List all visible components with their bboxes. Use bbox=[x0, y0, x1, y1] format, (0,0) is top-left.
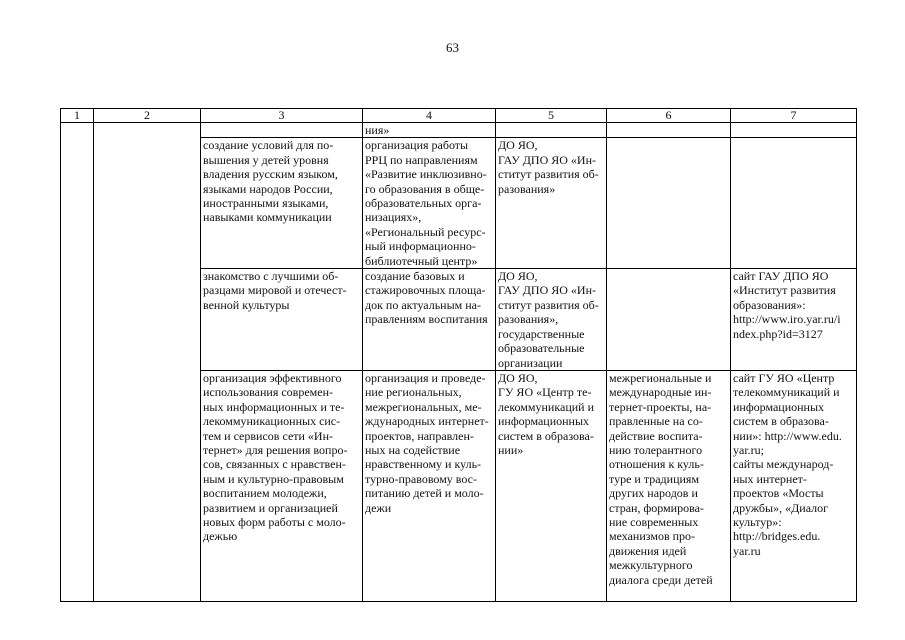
column-number-7: 7 bbox=[731, 109, 857, 123]
cell-result bbox=[607, 269, 731, 371]
cell-executor: ДО ЯО, ГАУ ДПО ЯО «Ин- ститут развития об- разования» bbox=[496, 138, 607, 269]
column-number-4: 4 bbox=[363, 109, 496, 123]
cell-task: организация эффективного использования современ- ных информационных и те- лекоммуникационных сис- тем и сервисов сети «Ин- тернет» для решения вопро- сов, связанных с нравствен- ным и культурно-правовым воспитанием молодежи, развитием и организацией новых форм работы с моло- дежью bbox=[201, 370, 363, 601]
cell-measure: ния» bbox=[363, 123, 496, 138]
cell-measure: создание базовых и стажировочных площа- док по актуальным на- правлениям воспитания bbox=[363, 269, 496, 371]
cell-executor: ДО ЯО, ГАУ ДПО ЯО «Ин- ститут развития об- разования», государственные образовательные организации bbox=[496, 269, 607, 371]
page-number: 63 bbox=[446, 40, 459, 55]
cell-measure: организация работы РРЦ по направлениям «Развитие инклюзивно- го образования в обще- образовательных орга- низациях», «Региональный ресурс- ный информационно- библиотечный центр» bbox=[363, 138, 496, 269]
cell-task: знакомство с лучшими об- разцами мировой и отечест- венной культуры bbox=[201, 269, 363, 371]
cell-executor: ДО ЯО, ГУ ЯО «Центр те- лекоммуникаций и информационных систем в образова- нии» bbox=[496, 370, 607, 601]
cell-col2-blank bbox=[94, 123, 201, 602]
cell-resource: сайт ГУ ЯО «Центр телекоммуникаций и информационных систем в образова- нии»: http://www.edu. yar.ru; сайты международ- ных интернет- проектов «Мосты дружбы», «Диалог культур»: http://bridges.edu. yar.ru bbox=[731, 370, 857, 601]
cell-result bbox=[607, 138, 731, 269]
cell-resource: сайт ГАУ ДПО ЯО «Институт развития образования»: http://www.iro.yar.ru/i ndex.php?id=3127 bbox=[731, 269, 857, 371]
column-number-2: 2 bbox=[94, 109, 201, 123]
column-number-3: 3 bbox=[201, 109, 363, 123]
cell-result: межрегиональные и международные ин- тернет-проекты, на- правленные на со- действие воспита- нию толерантного отношения к куль- туре и традициям других народов и стран, формирова- ние современных механизмов про- движения идей межкультурного диалога среди детей bbox=[607, 370, 731, 601]
measures-table bbox=[60, 108, 857, 602]
column-number-6: 6 bbox=[607, 109, 731, 123]
cell-task bbox=[201, 123, 363, 138]
cell-measure: организация и проведе- ние региональных, межрегиональных, ме- ждународных интернет- проектов, направлен- ных на содействие нравственному и куль- турно-правовому вос- питанию детей и моло- дежи bbox=[363, 370, 496, 601]
cell-col1-blank bbox=[61, 123, 94, 602]
cell-resource bbox=[731, 138, 857, 269]
cell-task: создание условий для по- вышения у детей уровня владения русским языком, языками народов России, иностранными языками, навыками коммуникации bbox=[201, 138, 363, 269]
column-number-1: 1 bbox=[61, 109, 94, 123]
column-number-5: 5 bbox=[496, 109, 607, 123]
cell-result bbox=[607, 123, 731, 138]
table-row bbox=[61, 123, 857, 138]
cell-resource bbox=[731, 123, 857, 138]
cell-executor bbox=[496, 123, 607, 138]
column-number-row bbox=[61, 109, 857, 123]
